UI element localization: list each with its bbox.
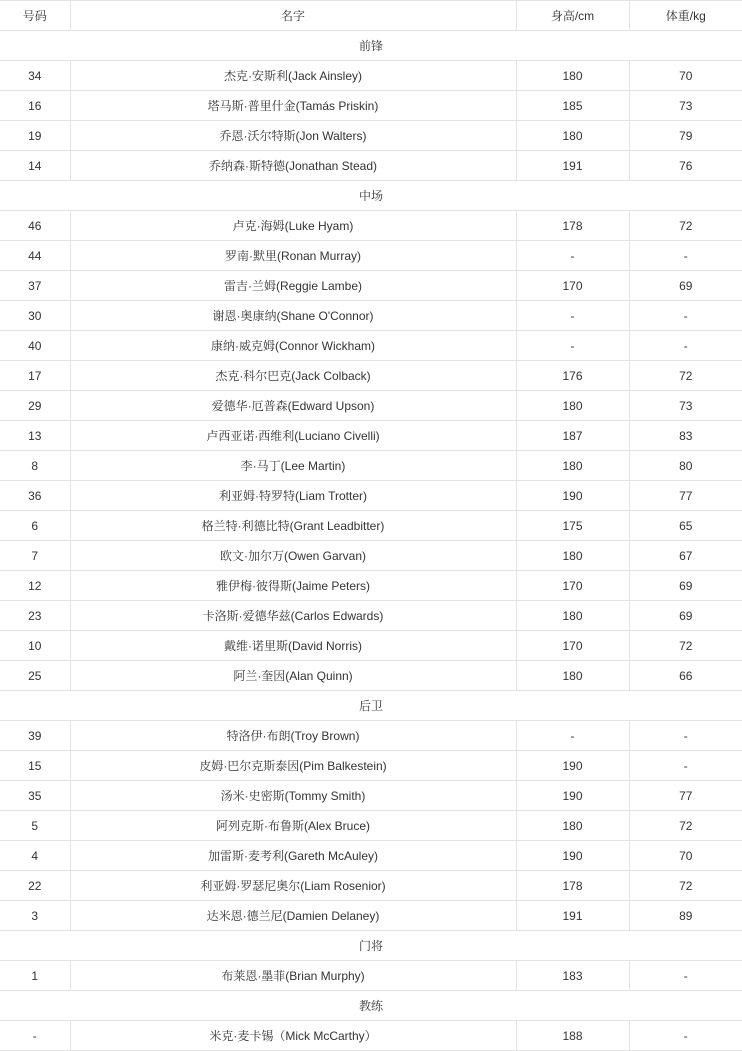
table-row <box>0 601 742 631</box>
cell-height: 170 <box>516 571 629 601</box>
table-row <box>0 421 742 451</box>
section-row <box>0 691 742 721</box>
cell-name: 杰克·安斯利(Jack Ainsley) <box>70 61 516 91</box>
cell-height: 188 <box>516 1021 629 1051</box>
table-row <box>0 301 742 331</box>
cell-height: 180 <box>516 541 629 571</box>
cell-number: 44 <box>0 241 70 271</box>
cell-name: 特洛伊·布朗(Troy Brown) <box>70 721 516 751</box>
cell-height: 170 <box>516 631 629 661</box>
cell-weight: 67 <box>629 541 742 571</box>
cell-number: 3 <box>0 901 70 931</box>
cell-name: 卢克·海姆(Luke Hyam) <box>70 211 516 241</box>
cell-height: 170 <box>516 271 629 301</box>
cell-weight: 70 <box>629 841 742 871</box>
table-row <box>0 391 742 421</box>
table-row <box>0 241 742 271</box>
cell-height: 178 <box>516 871 629 901</box>
cell-weight: 66 <box>629 661 742 691</box>
cell-weight: 72 <box>629 871 742 901</box>
section-label: 教练 <box>0 991 742 1021</box>
table-row <box>0 511 742 541</box>
table-row <box>0 121 742 151</box>
section-label: 门将 <box>0 931 742 961</box>
header-cell-weight: 体重/kg <box>629 1 742 31</box>
cell-number: 16 <box>0 91 70 121</box>
cell-number: 25 <box>0 661 70 691</box>
cell-number: 5 <box>0 811 70 841</box>
cell-number: 10 <box>0 631 70 661</box>
cell-height: 190 <box>516 481 629 511</box>
cell-height: 176 <box>516 361 629 391</box>
cell-name: 李·马丁(Lee Martin) <box>70 451 516 481</box>
table-row <box>0 571 742 601</box>
table-row <box>0 751 742 781</box>
cell-weight: 89 <box>629 901 742 931</box>
cell-weight: 73 <box>629 91 742 121</box>
cell-number: 13 <box>0 421 70 451</box>
table-row <box>0 1021 742 1051</box>
cell-name: 杰克·科尔巴克(Jack Colback) <box>70 361 516 391</box>
cell-name: 谢恩·奥康纳(Shane O'Connor) <box>70 301 516 331</box>
cell-name: 欧文·加尔万(Owen Garvan) <box>70 541 516 571</box>
cell-weight: 69 <box>629 271 742 301</box>
cell-weight: 69 <box>629 571 742 601</box>
table-row <box>0 541 742 571</box>
table-row <box>0 901 742 931</box>
section-label: 后卫 <box>0 691 742 721</box>
cell-number: 40 <box>0 331 70 361</box>
cell-number: 35 <box>0 781 70 811</box>
cell-name: 康纳·威克姆(Connor Wickham) <box>70 331 516 361</box>
cell-height: 190 <box>516 841 629 871</box>
table-row <box>0 331 742 361</box>
cell-weight: 65 <box>629 511 742 541</box>
cell-height: 190 <box>516 781 629 811</box>
table-row <box>0 721 742 751</box>
cell-name: 阿列克斯·布鲁斯(Alex Bruce) <box>70 811 516 841</box>
cell-name: 雅伊梅·彼得斯(Jaime Peters) <box>70 571 516 601</box>
cell-name: 米克·麦卡锡（Mick McCarthy） <box>70 1021 516 1051</box>
header-cell-height: 身高/cm <box>516 1 629 31</box>
cell-name: 达米恩·德兰尼(Damien Delaney) <box>70 901 516 931</box>
table-row <box>0 961 742 991</box>
header-cell-name: 名字 <box>70 1 516 31</box>
cell-weight: 70 <box>629 61 742 91</box>
cell-number: 30 <box>0 301 70 331</box>
cell-height: 185 <box>516 91 629 121</box>
table-body <box>0 31 742 1051</box>
header-row <box>0 1 742 31</box>
cell-number: 14 <box>0 151 70 181</box>
cell-number: 12 <box>0 571 70 601</box>
table-row <box>0 661 742 691</box>
cell-weight: 69 <box>629 601 742 631</box>
cell-name: 罗南·默里(Ronan Murray) <box>70 241 516 271</box>
cell-height: 191 <box>516 151 629 181</box>
cell-weight: 72 <box>629 211 742 241</box>
cell-number: 4 <box>0 841 70 871</box>
cell-height: 190 <box>516 751 629 781</box>
cell-number: 17 <box>0 361 70 391</box>
cell-name: 戴维·诺里斯(David Norris) <box>70 631 516 661</box>
table-row <box>0 211 742 241</box>
section-label: 前锋 <box>0 31 742 61</box>
table-row <box>0 61 742 91</box>
cell-name: 阿兰·奎因(Alan Quinn) <box>70 661 516 691</box>
table-row <box>0 631 742 661</box>
cell-height: - <box>516 241 629 271</box>
cell-name: 塔马斯·普里什金(Tamás Priskin) <box>70 91 516 121</box>
cell-number: 46 <box>0 211 70 241</box>
cell-height: 180 <box>516 121 629 151</box>
cell-weight: 76 <box>629 151 742 181</box>
cell-weight: - <box>629 721 742 751</box>
cell-height: - <box>516 721 629 751</box>
cell-name: 卢西亚诺·西维利(Luciano Civelli) <box>70 421 516 451</box>
cell-number: 15 <box>0 751 70 781</box>
cell-weight: - <box>629 751 742 781</box>
cell-number: 39 <box>0 721 70 751</box>
cell-weight: 83 <box>629 421 742 451</box>
cell-height: 175 <box>516 511 629 541</box>
header-cell-number: 号码 <box>0 1 70 31</box>
section-row <box>0 991 742 1021</box>
cell-weight: 72 <box>629 361 742 391</box>
cell-weight: - <box>629 241 742 271</box>
cell-number: 7 <box>0 541 70 571</box>
table-row <box>0 451 742 481</box>
cell-name: 利亚姆·罗瑟尼奥尔(Liam Rosenior) <box>70 871 516 901</box>
cell-number: 29 <box>0 391 70 421</box>
cell-name: 雷吉·兰姆(Reggie Lambe) <box>70 271 516 301</box>
table-row <box>0 481 742 511</box>
cell-number: - <box>0 1021 70 1051</box>
table-row <box>0 781 742 811</box>
cell-name: 爱德华·厄普森(Edward Upson) <box>70 391 516 421</box>
cell-number: 1 <box>0 961 70 991</box>
cell-weight: 80 <box>629 451 742 481</box>
cell-height: - <box>516 331 629 361</box>
section-row <box>0 31 742 61</box>
cell-name: 乔纳森·斯特德(Jonathan Stead) <box>70 151 516 181</box>
table-row <box>0 151 742 181</box>
table-row <box>0 871 742 901</box>
cell-name: 布莱恩·墨菲(Brian Murphy) <box>70 961 516 991</box>
table-row <box>0 361 742 391</box>
table-row <box>0 841 742 871</box>
cell-name: 乔恩·沃尔特斯(Jon Walters) <box>70 121 516 151</box>
table-row <box>0 811 742 841</box>
cell-height: 180 <box>516 451 629 481</box>
cell-height: 180 <box>516 811 629 841</box>
cell-number: 19 <box>0 121 70 151</box>
cell-name: 格兰特·利德比特(Grant Leadbitter) <box>70 511 516 541</box>
cell-number: 36 <box>0 481 70 511</box>
cell-number: 22 <box>0 871 70 901</box>
cell-number: 23 <box>0 601 70 631</box>
section-row <box>0 931 742 961</box>
table-header <box>0 1 742 31</box>
cell-weight: 77 <box>629 481 742 511</box>
cell-height: 178 <box>516 211 629 241</box>
cell-weight: 72 <box>629 811 742 841</box>
cell-name: 皮姆·巴尔克斯泰因(Pim Balkestein) <box>70 751 516 781</box>
cell-height: 180 <box>516 601 629 631</box>
table-row <box>0 91 742 121</box>
cell-weight: 72 <box>629 631 742 661</box>
cell-name: 加雷斯·麦考利(Gareth McAuley) <box>70 841 516 871</box>
cell-number: 8 <box>0 451 70 481</box>
cell-height: - <box>516 301 629 331</box>
section-label: 中场 <box>0 181 742 211</box>
cell-number: 6 <box>0 511 70 541</box>
cell-number: 37 <box>0 271 70 301</box>
cell-weight: 77 <box>629 781 742 811</box>
cell-weight: - <box>629 961 742 991</box>
cell-height: 191 <box>516 901 629 931</box>
cell-weight: 73 <box>629 391 742 421</box>
cell-height: 180 <box>516 661 629 691</box>
cell-height: 187 <box>516 421 629 451</box>
cell-name: 卡洛斯·爱德华兹(Carlos Edwards) <box>70 601 516 631</box>
cell-weight: 79 <box>629 121 742 151</box>
table-row <box>0 271 742 301</box>
cell-weight: - <box>629 1021 742 1051</box>
cell-height: 180 <box>516 61 629 91</box>
cell-name: 汤米·史密斯(Tommy Smith) <box>70 781 516 811</box>
section-row <box>0 181 742 211</box>
cell-weight: - <box>629 331 742 361</box>
cell-name: 利亚姆·特罗特(Liam Trotter) <box>70 481 516 511</box>
cell-number: 34 <box>0 61 70 91</box>
cell-weight: - <box>629 301 742 331</box>
cell-height: 180 <box>516 391 629 421</box>
cell-height: 183 <box>516 961 629 991</box>
